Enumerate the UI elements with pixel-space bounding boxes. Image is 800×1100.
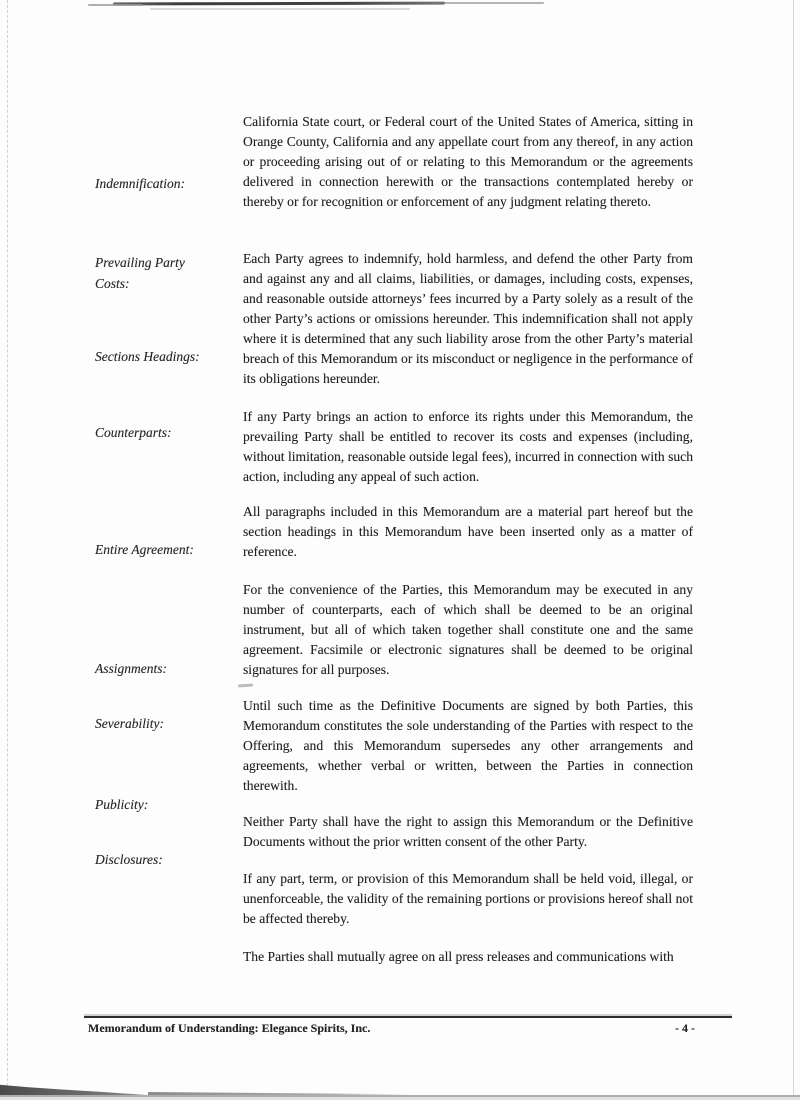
margin-label-disclosures: Disclosures: <box>95 852 163 867</box>
scan-smudge-top-tail <box>444 2 544 4</box>
body-paragraph-assignment: Neither Party shall have the right to assign this Memorandum or the Definitive Documents without the prior written consent of the other Party. <box>243 814 693 849</box>
margin-label-assignments: Assignments: <box>95 661 167 676</box>
margin-label-prevailing-party-costs: Prevailing Party Costs: <box>95 255 185 291</box>
scan-smudge-top-echo <box>150 8 410 10</box>
margin-label-sections-headings: Sections Headings: <box>95 349 200 364</box>
scan-smudge-top-lead <box>88 4 143 6</box>
margin-label-entire-agreement: Entire Agreement: <box>95 542 194 557</box>
scan-edge-line-left <box>7 0 8 1096</box>
body-paragraph-counterparts: For the convenience of the Parties, this Memorandum may be executed in any number of counterparts, each of which shall be deemed to be an original instrument, but all of which taken together shall constitute one and the same agreement. Facsimile or electronic signatures shall be deemed to be original signatures for all purposes. <box>243 582 693 677</box>
footer-document-title: Memorandum of Understanding: Elegance Spirits, Inc. <box>88 1021 371 1035</box>
body-paragraph-prevailing-party: If any Party brings an action to enforce its rights under this Memorandum, the prevailing Party shall be entitled to recover its costs and expenses (including, without limitation, reasonable outside legal fees), incurred in connection with such action, including any appeal of such action. <box>243 409 693 484</box>
margin-label-publicity: Publicity: <box>95 797 149 812</box>
body-paragraph-indemnity: Each Party agrees to indemnify, hold harmless, and defend the other Party from and against any and all claims, liabilities, or damages, including costs, expenses, and reasonable outside attorneys’ fees incurred by a Party solely as a result of the other Party’s actions or omissions hereunder. This indemnification shall not apply where it is determined that any such liability arose from the other Party’s material breach of this Memorandum or its misconduct or negligence in the performance of its obligations hereunder. <box>243 251 693 386</box>
scan-edge-line-right <box>793 0 794 1097</box>
margin-label-counterparts: Counterparts: <box>95 425 172 440</box>
scan-speck <box>238 683 253 687</box>
body-paragraph-severability: If any part, term, or provision of this Memorandum shall be held void, illegal, or unenforceable, the validity of the remaining portions or provisions hereof shall not be affected thereby. <box>243 871 693 926</box>
body-paragraph-publicity: The Parties shall mutually agree on all press releases and communications with <box>243 949 674 964</box>
footer-rule <box>84 1016 732 1018</box>
body-paragraph-section-headings: All paragraphs included in this Memorandum are a material part hereof but the section headings in this Memorandum have been inserted only as a matter of reference. <box>243 504 693 559</box>
body-paragraph-jurisdiction: California State court, or Federal court of the United States of America, sitting in Orange County, California and any appellate court from any thereof, in any action or proceeding arising out of or relating to this Memorandum or the agreements delivered in connection herewith or the transactions contemplated hereby or thereby or for recognition or enforcement of any judgment relating thereto. <box>243 114 693 209</box>
body-paragraph-entire-agreement: Until such time as the Definitive Documents are signed by both Parties, this Memorandum constitutes the sole understanding of the Parties with respect to the Offering, and this Memorandum supersedes any other arrangements and agreements, whether verbal or written, between the Parties in connection therewith. <box>243 698 693 793</box>
margin-label-indemnification: Indemnification: <box>95 176 185 191</box>
scan-smudge-top <box>113 2 445 6</box>
footer-page-number: - 4 - <box>675 1021 695 1035</box>
margin-label-severability: Severability: <box>95 716 164 731</box>
